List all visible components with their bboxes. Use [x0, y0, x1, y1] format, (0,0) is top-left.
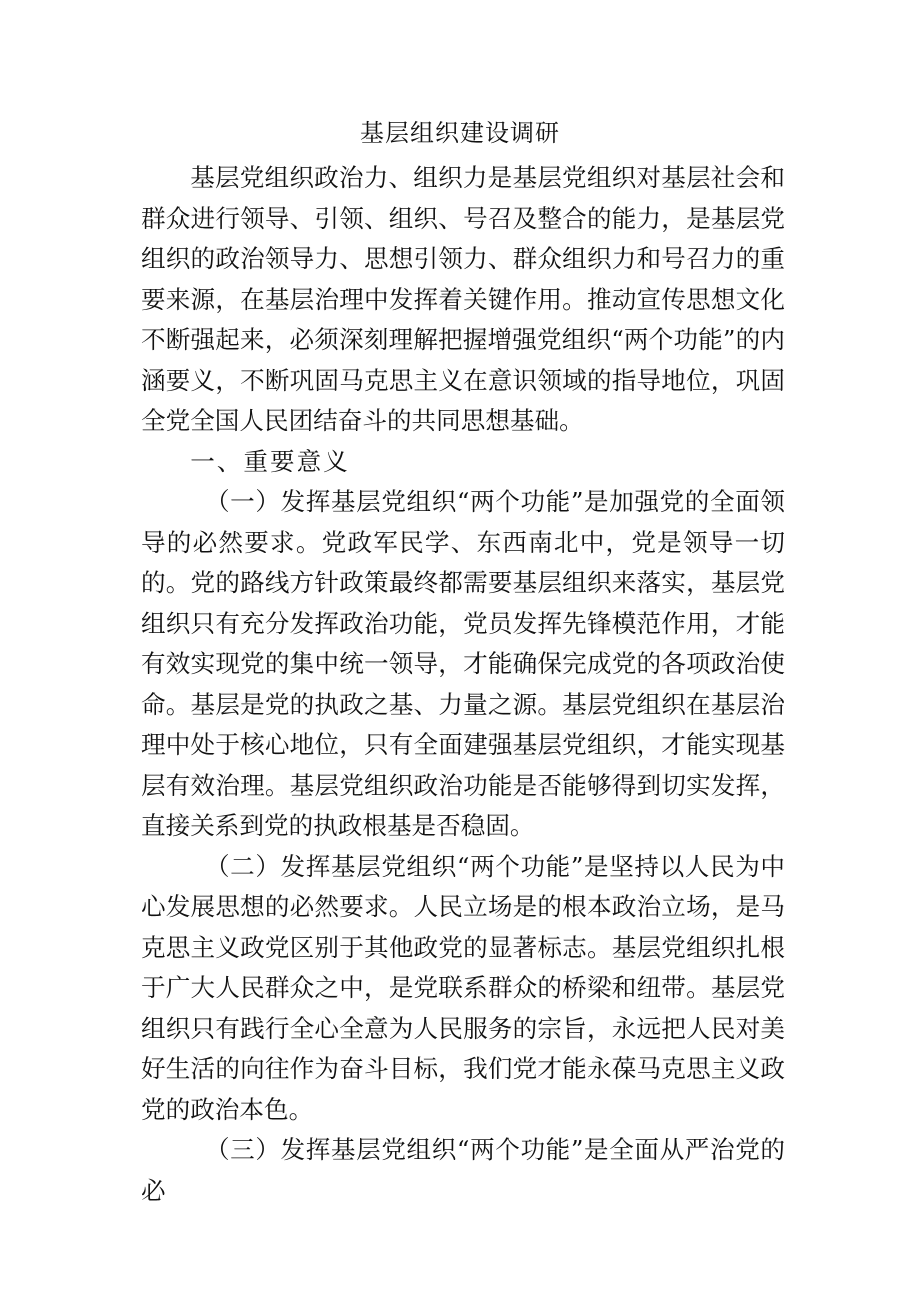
point-one-paragraph: （一）发挥基层党组织“两个功能”是加强党的全面领导的必然要求。党政军民学、东西南北中，党是领导一切的。党的路线方针政策最终都需要基层组织来落实，基层党组织只有充分发挥政治功能，党员发挥先锋模范作用，才能有效实现党的集中统一领导，才能确保完成党的各项政治使命。基层是党的执政之基、力量之源。基层党组织在基层治理中处于核心地位，只有全面建强基层党组织，才能实现基层有效治理。基层党组织政治功能是否能够得到切实发挥，直接关系到党的执政根基是否稳固。 [141, 487, 785, 840]
point-three-paragraph: （三）发挥基层党组织“两个功能”是全面从严治党的必 [141, 1135, 785, 1205]
intro-paragraph: 基层党组织政治力、组织力是基层党组织对基层社会和群众进行领导、引领、组织、号召及整合的能力，是基层党组织的政治领导力、思想引领力、群众组织力和号召力的重要来源，在基层治理中发挥着关键作用。推动宣传思想文化不断强起来，必须深刻理解把握增强党组织“两个功能”的内涵要义，不断巩固马克思主义在意识领域的指导地位，巩固全党全国人民团结奋斗的共同思想基础。 [141, 163, 785, 435]
document-body [141, 158, 785, 1211]
point-two-paragraph: （二）发挥基层党组织“两个功能”是坚持以人民为中心发展思想的必然要求。人民立场是的根本政治立场，是马克思主义政党区别于其他政党的显著标志。基层党组织扎根于广大人民群众之中，是党联系群众的桥梁和纽带。基层党组织只有践行全心全意为人民服务的宗旨，永远把人民对美好生活的向往作为奋斗目标，我们党才能永葆马克思主义政党的政治本色。 [141, 851, 785, 1124]
section-heading-importance: 一、重要意义 [190, 446, 350, 476]
document-title: 基层组织建设调研 [360, 119, 560, 147]
